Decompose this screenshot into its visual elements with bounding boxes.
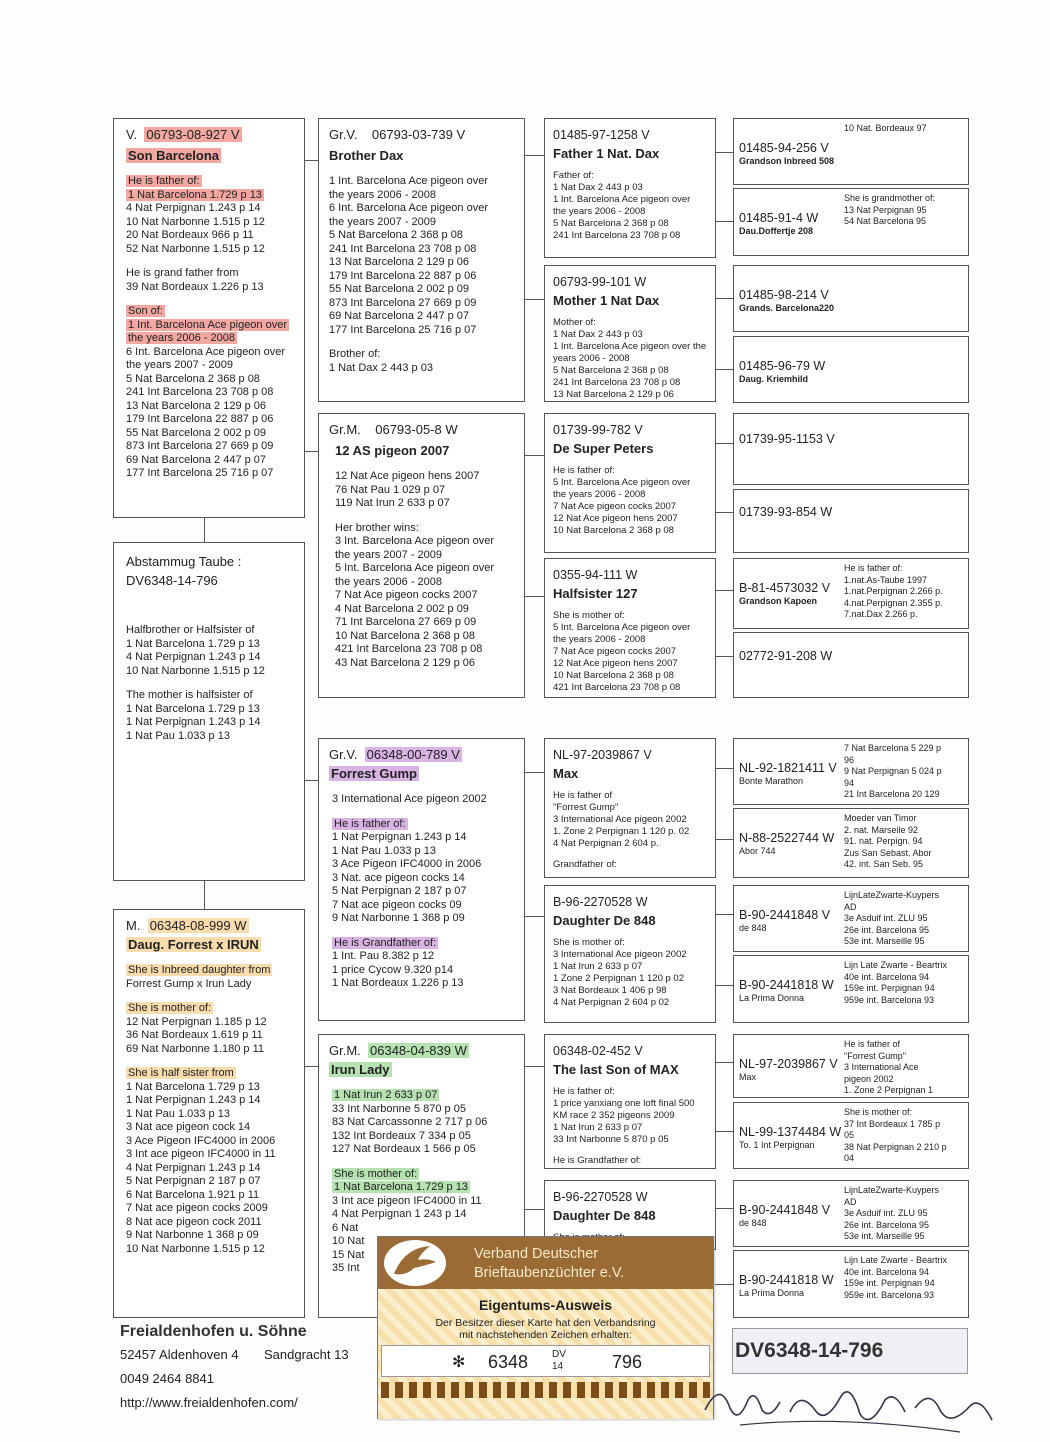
sire-achievement: 1 Nat Barcelona 1.729 p 13 <box>128 188 262 201</box>
sire-grandfather-label: He is grand father from <box>126 267 239 279</box>
dam-achievement: 7 Nat ace pigeon cocks 2009 <box>126 1202 268 1214</box>
gen4-note: Lijn Late Zwarte - Beartrix 40e int. Barcelona 94 159e int. Perpignan 94 959e int. Barcelona 93 <box>844 1255 948 1300</box>
gen3-line: 1 price yanxiang one loft final 500 <box>553 1098 695 1109</box>
gen2-line: 6 Int. Barcelona Ace pigeon over <box>329 202 488 214</box>
gen3-name: Max <box>553 766 579 781</box>
ring-number-box: DV6348-14-796 <box>732 1328 968 1374</box>
pigeon-achievement: 1 Nat Barcelona 1.729 p 13 <box>126 637 260 650</box>
gen3-line: 1 Nat Dax 2 443 p 03 <box>553 329 643 340</box>
pigeon-achievement: 1 Nat Perpignan 1.243 p 14 <box>126 716 261 728</box>
gen2-line: the years 2006 - 2008 <box>329 188 437 201</box>
gen4-sub: Bonte Marathon <box>739 776 804 786</box>
gen4-note: She is grandmother of: 13 Nat Perpignan 95 54 Nat Barcelona 95 <box>844 193 936 226</box>
gen4-box <box>733 738 969 805</box>
gen3-ring: 0355-94-111 W <box>553 568 638 582</box>
card-club: 6348 <box>488 1352 529 1372</box>
gen2-line: 241 Int Barcelona 23 708 p 08 <box>329 242 477 255</box>
gen4-sub: de 848 <box>739 1218 767 1228</box>
gen4-ring: 01485-98-214 V <box>739 288 829 302</box>
dam-achievement: 8 Nat ace pigeon cock 2011 <box>126 1215 262 1228</box>
sire-achievement: 873 Int Barcelona 27 669 p 09 <box>126 440 274 452</box>
gen3-ring: NL-97-2039867 V <box>553 748 652 762</box>
connector-g2c <box>524 772 544 917</box>
gen4-note: Lijn Late Zwarte - Beartrix 40e int. Barcelona 94 159e int. Perpignan 94 959e int. Barcelona 93 <box>844 960 948 1005</box>
sire-achievement: 69 Nat Barcelona 2 447 p 07 <box>126 453 267 466</box>
gen2-line: 3 Ace Pigeon IFC4000 in 2006 <box>332 858 482 870</box>
gen2-line: 12 Nat Ace pigeon hens 2007 <box>335 470 480 482</box>
pigeon-achievement: 1 Nat Barcelona 1.729 p 13 <box>126 702 260 715</box>
gen3-box <box>544 885 716 1023</box>
gen3-line: Mother of: <box>553 317 596 328</box>
gen2-line: 7 Nat Ace pigeon cocks 2007 <box>335 589 478 601</box>
gen4-box <box>733 1180 969 1247</box>
gen2-father-label: He is father of: <box>334 817 406 830</box>
gen4-sub: Daug. Kriemhild <box>739 374 809 384</box>
gen2-line: 3 Int. Barcelona Ace pigeon over <box>335 535 494 547</box>
pigeon-box <box>113 542 305 881</box>
gen3-line: 5 Int. Barcelona Ace pigeon over <box>553 622 691 633</box>
dam-mother-label: She is mother of: <box>128 1002 212 1014</box>
connector-g3d <box>715 590 733 657</box>
card-header <box>378 1237 713 1289</box>
gen2-ring: Gr.M. 06793-05-8 W <box>329 422 458 437</box>
dam-achievement: 10 Nat Narbonne 1.515 p 12 <box>126 1242 265 1255</box>
gen3-line: 1 Zone 2 Perpignan 1 120 p 02 <box>553 973 684 984</box>
card-text: Der Besitzer dieser Karte hat den Verbandsring mit nachstehenden Zeichen erhalten: <box>435 1317 656 1341</box>
connector-g3b <box>715 298 733 370</box>
gen3-line: the years 2006 - 2008 <box>553 489 646 500</box>
gen3-line: 7 Nat Ace pigeon cocks 2007 <box>553 501 677 512</box>
gen3-ring: 06793-99-101 W <box>553 275 647 289</box>
gen2-line: 10 Nat <box>332 1235 365 1247</box>
gen4-note: He is father of "Forrest Gump" 3 International Ace pigeon 2002 1. Zone 2 Perpignan 1 <box>844 1039 934 1095</box>
sire-achievement: 5 Nat Barcelona 2 368 p 08 <box>126 372 260 385</box>
gen2-line: 132 Int Bordeaux 7 334 p 05 <box>332 1129 471 1142</box>
gen3-line: 12 Nat Ace pigeon hens 2007 <box>553 513 678 524</box>
dove-logo-icon <box>384 1240 446 1286</box>
gen4-sub: Grands. Barcelona220 <box>739 303 835 313</box>
gen3-line: 10 Nat Barcelona 2 368 p 08 <box>553 525 674 536</box>
gen2-line: 1 price Cycow 9.320 p14 <box>332 963 454 976</box>
gen3-line: 1 Nat Irun 2 633 p 07 <box>553 961 643 972</box>
gen4-box <box>733 1250 969 1318</box>
dam-box <box>113 909 305 1318</box>
gen2-line: 5 Int. Barcelona Ace pigeon over <box>335 562 494 574</box>
sire-achievement: 177 Int Barcelona 25 716 p 07 <box>126 467 274 479</box>
gen3-ring: 01739-99-782 V <box>553 423 643 437</box>
gen4-ring: NL-99-1374484 W <box>739 1125 842 1139</box>
dam-inbred: She is Inbreed daughter from <box>128 964 271 976</box>
gen4-sub: Grandson Inbreed 508 <box>739 156 835 166</box>
gen3-name: De Super Peters <box>553 441 654 456</box>
gen3-name: Father 1 Nat. Dax <box>553 146 660 161</box>
breeder-name: Freialdenhofen u. Söhne <box>120 1323 307 1340</box>
sire-father-label: He is father of: <box>128 175 200 187</box>
gen2-line: 5 Nat Perpignan 2 187 p 07 <box>332 885 467 897</box>
gen2-line: the years 2006 - 2008 <box>335 575 443 588</box>
connector-g3a <box>715 152 733 222</box>
gen2-line: 1 Nat Dax 2 443 p 03 <box>329 361 433 374</box>
dam-achievement: 4 Nat Perpignan 1.243 p 14 <box>126 1161 261 1174</box>
gen3-line: Grandfather of: <box>553 859 617 870</box>
dam-ring: M. 06348-08-999 W <box>126 918 247 933</box>
pigeon-heading: Abstammug Taube : <box>126 554 242 569</box>
gen2-name: Irun Lady <box>331 1062 390 1077</box>
ownership-card <box>377 1236 714 1419</box>
gen4-sub: de 848 <box>739 923 767 933</box>
sire-son-label: Son of: <box>128 305 163 317</box>
gen2-line: 43 Nat Barcelona 2 129 p 06 <box>335 656 476 669</box>
gen2-line: 1 Nat Pau 1.033 p 13 <box>332 844 436 857</box>
gen2-line: 6 Nat <box>332 1221 359 1234</box>
gen3-line: 13 Nat Barcelona 2 129 p 06 <box>553 389 674 400</box>
dam-name: Daug. Forrest x IRUN <box>128 937 259 952</box>
gen3-line: 7 Nat Ace pigeon cocks 2007 <box>553 646 677 657</box>
gen2-line: 127 Nat Bordeaux 1 566 p 05 <box>332 1143 476 1155</box>
breeder-street: 52457 Aldenhoven 4 <box>120 1347 239 1362</box>
gen3-line: He is father of: <box>553 465 615 476</box>
dam-achievement: 6 Nat Barcelona 1.921 p 11 <box>126 1188 260 1201</box>
gen3-line: 1. Zone 2 Perpignan 1 120 p. 02 <box>553 826 690 837</box>
gen4-sub: La Prima Donna <box>739 993 805 1003</box>
gen3-box <box>544 413 716 553</box>
gen2-line: 35 Int <box>332 1262 360 1274</box>
gen2-line: the years 2007 - 2009 <box>329 215 437 228</box>
gen3-line: 3 Nat Bordeaux 1 406 p 98 <box>553 985 667 996</box>
gen3-name: The last Son of MAX <box>553 1062 679 1077</box>
breeder-street2: Sandgracht 13 <box>264 1347 349 1362</box>
sire-achievement: 20 Nat Bordeaux 966 p 11 <box>126 229 254 241</box>
gen3-line: She is mother of: <box>553 937 625 948</box>
connector-g2a <box>524 155 544 300</box>
dam-achievement: 3 Int ace pigeon IFC4000 in 11 <box>126 1148 276 1160</box>
breeder-url[interactable]: http://www.freialdenhofen.com/ <box>120 1395 298 1410</box>
gen2-line: 3 Nat. ace pigeon cocks 14 <box>332 871 465 884</box>
gen2-line: Brother of: <box>329 348 381 360</box>
gen4-ring: B-90-2441818 W <box>739 1273 834 1287</box>
gen4-box <box>733 885 969 952</box>
sire-box <box>113 118 305 518</box>
gen4-box <box>733 808 969 878</box>
gen2-name: 12 AS pigeon 2007 <box>335 443 450 458</box>
gen3-line: 4 Nat Perpignan 2 604 p 02 <box>553 997 670 1008</box>
granddam-paternal-box <box>318 413 525 698</box>
gen2-line: 119 Nat Irun 2 633 p 07 <box>335 497 450 509</box>
connector-pigeon-dam <box>204 880 205 909</box>
gen2-line: 13 Nat Barcelona 2 129 p 06 <box>329 256 470 268</box>
gen3-name: Mother 1 Nat Dax <box>553 293 660 308</box>
gen3-line: She is mother of: <box>553 610 625 621</box>
pigeon-achievement: 10 Nat Narbonne 1.515 p 12 <box>126 664 265 677</box>
gen3-line: 5 Nat Barcelona 2 368 p 08 <box>553 365 669 376</box>
gen4-box <box>733 489 969 553</box>
sire-name: Son Barcelona <box>128 148 220 163</box>
gen4-box <box>733 413 969 485</box>
sire-achievement: 241 Int Barcelona 23 708 p 08 <box>126 386 274 398</box>
gen2-line: 9 Nat Narbonne 1 368 p 09 <box>332 912 465 924</box>
gen3-line: 10 Nat Barcelona 2 368 p 08 <box>553 670 674 681</box>
gen2-name: Forrest Gump <box>331 766 417 781</box>
gen4-note: 7 Nat Barcelona 5 229 p 96 9 Nat Perpignan 5 024 p 94 21 Int Barcelona 20 129 <box>844 743 942 799</box>
gen2-line: 71 Int Barcelona 27 669 p 09 <box>335 616 477 628</box>
gen4-ring: B-90-2441848 V <box>739 908 831 922</box>
connector-g3g <box>715 1062 733 1132</box>
gen4-box <box>733 955 969 1023</box>
connector-g3h <box>715 1208 733 1285</box>
card-dv: DV <box>552 1349 566 1360</box>
gen4-box <box>733 265 969 332</box>
gen3-line: the years 2006 - 2008 <box>553 206 646 217</box>
gen2-line: 4 Nat Barcelona 2 002 p 09 <box>335 602 469 615</box>
gen3-line: KM race 2 352 pigeons 2009 <box>553 1110 675 1121</box>
breeder-phone: 0049 2464 8841 <box>120 1371 214 1386</box>
gen3-line: 1 Int. Barcelona Ace pigeon over <box>553 194 691 205</box>
gen2-line: Her brother wins: <box>335 521 419 534</box>
connector-dam-gen2 <box>304 780 318 1067</box>
gen4-ring: 01739-93-854 W <box>739 505 833 519</box>
gen2-ring: Gr.V. 06793-03-739 V <box>329 127 466 142</box>
gen2-line: 5 Nat Barcelona 2 368 p 08 <box>329 229 463 241</box>
gen2-line: 1 Nat Barcelona 1.729 p 13 <box>334 1181 468 1193</box>
dam-achievement: 5 Nat Perpignan 2 187 p 07 <box>126 1175 261 1187</box>
gen4-note: LijnLateZwarte-Kuypers AD 3e Asduif int. ZLU 95 26e int. Barcelona 95 53e int. Marseille 95 <box>844 890 940 946</box>
gen3-line: 5 Nat Barcelona 2 368 p 08 <box>553 218 669 229</box>
gen4-box <box>733 336 969 403</box>
gen4-ring: B-81-4573032 V <box>739 581 831 595</box>
gen4-sub: To. 1 Int Perpignan <box>739 1140 815 1150</box>
gen4-ring: 02772-91-208 W <box>739 649 833 663</box>
gen3-line: 3 International Ace pigeon 2002 <box>553 814 687 825</box>
gen2-line: 55 Nat Barcelona 2 002 p 09 <box>329 283 470 295</box>
gen4-ring: B-90-2441848 V <box>739 1203 831 1217</box>
dam-achievement: 12 Nat Perpignan 1.185 p 12 <box>126 1015 267 1028</box>
gen3-ring: B-96-2270528 W <box>553 1190 648 1204</box>
gen2-line: 76 Nat Pau 1 029 p 07 <box>335 483 446 496</box>
gen3-name: Daughter De 848 <box>553 1208 656 1223</box>
gen3-line: 4 Nat Perpignan 2 604 p. <box>553 838 659 849</box>
ring-stamp-icon: ✻ <box>452 1354 466 1371</box>
gen2-line: 7 Nat ace pigeon cocks 09 <box>332 898 462 911</box>
gen4-note: Moeder van Timor 2. nat. Marseile 92 91. nat. Perpign. 94 Zus San Sebast. Abor 42. int. San Seb. 95 <box>844 813 932 869</box>
gen4-ring: NL-92-1821411 V <box>739 761 837 775</box>
dam-achievement: 3 Ace Pigeon IFC4000 in 2006 <box>126 1134 276 1147</box>
card-title: Eigentums-Ausweis <box>478 1297 613 1313</box>
gen2-line: the years 2007 - 2009 <box>335 548 443 561</box>
gen4-ring: 01739-95-1153 V <box>739 432 835 446</box>
sire-achievement: the years 2007 - 2009 <box>126 359 234 371</box>
gen3-box <box>544 265 716 402</box>
gen2-line: 15 Nat <box>332 1248 365 1261</box>
gen4-sub: Dau.Doffertje 208 <box>739 226 814 236</box>
pigeon-mother-label: The mother is halfsister of <box>126 689 253 701</box>
gen4-box <box>733 632 969 698</box>
connector-g2b <box>524 455 544 597</box>
gen4-note: 10 Nat. Bordeaux 97 <box>844 123 927 133</box>
gen4-sub: La Prima Donna <box>739 1288 805 1298</box>
gen2-line: 873 Int Barcelona 27 669 p 09 <box>329 296 477 309</box>
gen3-ring: B-96-2270528 W <box>553 895 648 909</box>
gen4-sub: Max <box>739 1072 757 1082</box>
connector-g2d <box>524 1066 544 1210</box>
gen2-line: 1 Int. Pau 8.382 p 12 <box>332 950 435 962</box>
gen2-line: 1 Nat Irun 2 633 p 07 <box>334 1089 438 1101</box>
pigeon-half-label: Halfbrother or Halfsister of <box>126 624 255 636</box>
gen4-box <box>733 1102 969 1169</box>
sire-achievement: 4 Nat Perpignan 1.243 p 14 <box>126 202 261 214</box>
gen2-name: Brother Dax <box>329 148 404 163</box>
gen3-box <box>544 558 716 698</box>
gen4-note: He is father of: 1.nat.As-Taube 1997 1.nat.Perpignan 2.266 p. 4.nat.Perpignan 2.355 p. 7.nat.Dax 2.266 p. <box>844 563 943 619</box>
gen3-line: 1 Nat Dax 2 443 p 03 <box>553 182 643 193</box>
gen3-ring: 01485-97-1258 V <box>553 128 650 142</box>
gen3-box <box>544 1034 716 1169</box>
gen2-line: 83 Nat Carcassonne 2 717 p 06 <box>332 1116 488 1128</box>
connector-sire-gen2 <box>304 160 318 452</box>
gen3-line: 33 Int Narbonne 5 870 p 05 <box>553 1134 669 1145</box>
gen2-line: 69 Nat Barcelona 2 447 p 07 <box>329 310 470 322</box>
dam-inbred: Forrest Gump x Irun Lady <box>126 977 252 990</box>
connector-g3c <box>715 443 733 513</box>
gen4-box <box>733 118 969 185</box>
gen3-line: the years 2006 - 2008 <box>553 634 646 645</box>
gen3-line: He is father of <box>553 790 613 801</box>
gen3-line: 1 Nat Irun 2 633 p 07 <box>553 1122 643 1133</box>
gen4-ring: NL-97-2039867 V <box>739 1057 838 1071</box>
dam-achievement: 1 Nat Barcelona 1.729 p 13 <box>126 1080 260 1093</box>
gen3-line: 3 International Ace pigeon 2002 <box>553 949 687 960</box>
card-ring-band <box>381 1345 710 1377</box>
signature-icon <box>700 1370 1000 1440</box>
gen3-line: Father of: <box>553 170 594 181</box>
pigeon-achievement: 4 Nat Perpignan 1.243 p 14 <box>126 651 261 663</box>
gen2-ring: Gr.V. 06348-00-789 V <box>329 747 460 762</box>
gen2-line: 4 Nat Perpignan 1 243 p 14 <box>332 1208 467 1220</box>
dam-half-label: She is half sister from <box>128 1067 234 1079</box>
gen4-ring: 01485-96-79 W <box>739 359 826 373</box>
gen2-ring: Gr.M. 06348-04-839 W <box>329 1043 467 1058</box>
gen3-box <box>544 118 716 258</box>
dam-achievement: 69 Nat Narbonne 1.180 p 11 <box>126 1042 265 1055</box>
gen4-ring: 01485-94-256 V <box>739 141 829 155</box>
gen3-line: "Forrest Gump" <box>553 802 619 813</box>
gen3-line: 241 Int Barcelona 23 708 p 08 <box>553 377 681 388</box>
sire-achievement: 13 Nat Barcelona 2 129 p 06 <box>126 399 267 412</box>
card-year: 14 <box>552 1361 564 1372</box>
sire-achievement: 179 Int Barcelona 22 887 p 06 <box>126 413 274 425</box>
gen3-line: 12 Nat Ace pigeon hens 2007 <box>553 658 678 669</box>
pigeon-ring: DV6348-14-796 <box>126 573 218 588</box>
dam-achievement: 36 Nat Bordeaux 1.619 p 11 <box>126 1029 263 1041</box>
gen3-name: Daughter De 848 <box>553 913 656 928</box>
gen2-line: 1 Nat Bordeaux 1.226 p 13 <box>332 977 464 989</box>
connector-sire-pigeon <box>204 517 205 542</box>
gen3-name: Halfsister 127 <box>553 586 638 601</box>
dam-achievement: 3 Nat ace pigeon cock 14 <box>126 1121 251 1133</box>
gen2-grand-label: He is Grandfather of: <box>334 936 437 949</box>
gen4-box <box>733 558 969 629</box>
sire-achievement: 6 Int. Barcelona Ace pigeon over <box>126 345 285 358</box>
sire-achievement: 39 Nat Bordeaux 1.226 p 13 <box>126 280 264 293</box>
gen4-note: LijnLateZwarte-Kuypers AD 3e Asduif int. ZLU 95 26e int. Barcelona 95 53e int. Marseille 95 <box>844 1185 940 1241</box>
gen4-box <box>733 188 969 256</box>
dam-achievement: 9 Nat Narbonne 1 368 p 09 <box>126 1229 259 1241</box>
gen4-ring: N-88-2522744 W <box>739 831 835 845</box>
sire-achievement: 10 Nat Narbonne 1.515 p 12 <box>126 215 265 228</box>
card-ornament <box>381 1382 710 1398</box>
gen4-ring: B-90-2441818 W <box>739 978 834 992</box>
connector-g3f <box>715 914 733 986</box>
gen3-line: He is Grandfather of: <box>553 1155 642 1166</box>
sire-achievement: 55 Nat Barcelona 2 002 p 09 <box>126 426 267 439</box>
gen2-line: 3 International Ace pigeon 2002 <box>332 793 487 805</box>
gen3-line: years 2006 - 2008 <box>553 353 630 364</box>
sire-achievement: the years 2006 - 2008 <box>128 332 236 344</box>
gen4-sub: Abor 744 <box>739 846 776 856</box>
sire-achievement: 52 Nat Narbonne 1.515 p 12 <box>126 242 265 255</box>
pigeon-achievement: 1 Nat Pau 1.033 p 13 <box>126 729 230 742</box>
gen2-line: 179 Int Barcelona 22 887 p 06 <box>329 269 477 282</box>
gen4-sub: Grandson Kapoen <box>739 596 818 606</box>
gen2-mother-label: She is mother of: <box>334 1167 418 1180</box>
gen4-note: She is mother of: 37 Int Bordeaux 1 785 p 05 38 Nat Perpignan 2 210 p 04 <box>844 1107 947 1163</box>
gen3-ring: 06348-02-452 V <box>553 1044 643 1058</box>
gen3-line: 5 Int. Barcelona Ace pigeon over <box>553 477 691 488</box>
gen4-box <box>733 1034 969 1098</box>
gen2-line: 33 Int Narbonne 5 870 p 05 <box>332 1102 466 1115</box>
gen3-line: 421 Int Barcelona 23 708 p 08 <box>553 682 681 693</box>
gen4-ring: 01485-91-4 W <box>739 211 819 225</box>
gen3-line: 1 Int. Barcelona Ace pigeon over the <box>553 341 707 352</box>
dam-achievement: 1 Nat Perpignan 1.243 p 14 <box>126 1094 261 1106</box>
connector-g3e <box>715 768 733 840</box>
gen2-line: 10 Nat Barcelona 2 368 p 08 <box>335 629 476 642</box>
gen3-line: 241 Int Barcelona 23 708 p 08 <box>553 230 681 241</box>
sire-ring: V. 06793-08-927 V <box>126 127 240 142</box>
gen3-line: He is father of: <box>553 1086 615 1097</box>
gen2-line: 177 Int Barcelona 25 716 p 07 <box>329 323 477 336</box>
sire-achievement: 1 Int. Barcelona Ace pigeon over <box>128 318 287 331</box>
grandsire-paternal-box <box>318 118 525 402</box>
card-org: Verband Deutscher Brieftaubenzüchter e.V. <box>474 1246 625 1281</box>
card-number: 796 <box>612 1352 643 1372</box>
dam-achievement: 1 Nat Pau 1.033 p 13 <box>126 1107 230 1120</box>
gen3-box <box>544 738 716 878</box>
gen2-line: 1 Nat Perpignan 1.243 p 14 <box>332 831 467 843</box>
grandsire-maternal-box <box>318 738 525 1021</box>
gen2-line: 3 Int ace pigeon IFC4000 in 11 <box>332 1194 482 1207</box>
gen2-line: 1 Int. Barcelona Ace pigeon over <box>329 175 488 187</box>
gen2-line: 421 Int Barcelona 23 708 p 08 <box>335 643 483 655</box>
